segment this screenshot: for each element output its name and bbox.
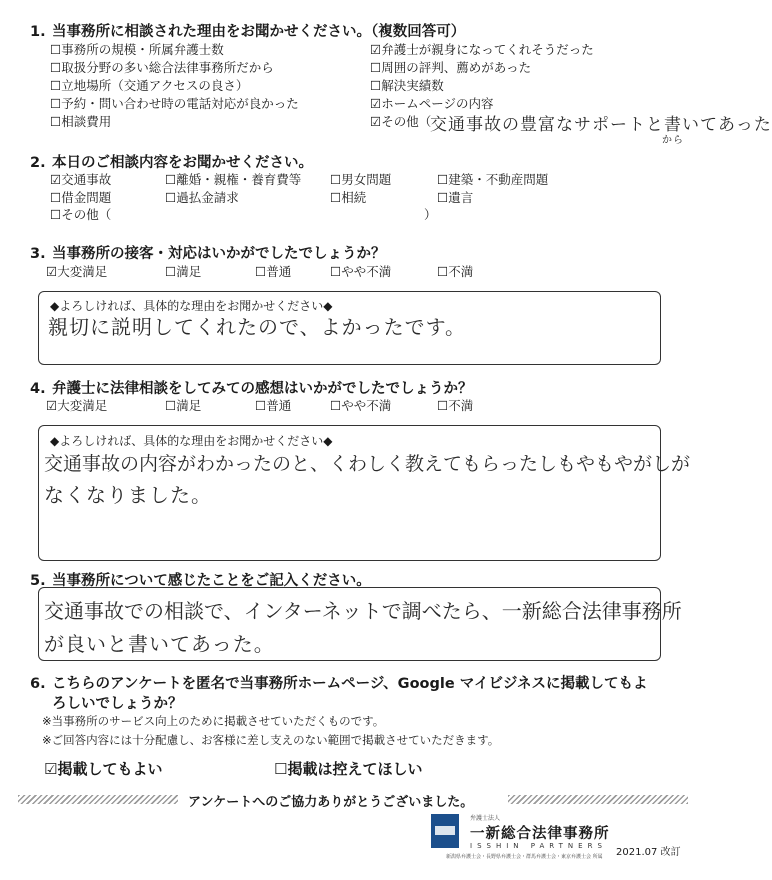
checkbox-icon[interactable]: ☐ <box>370 78 382 93</box>
checkbox-icon[interactable]: ☐ <box>50 78 62 93</box>
q1-right-option[interactable]: ☑その他（ <box>370 114 432 129</box>
q1-left-option[interactable]: ☐立地場所（交通アクセスの良さ） <box>50 78 249 93</box>
q2-title: 2. 本日のご相談内容をお聞かせください。 <box>30 155 313 171</box>
checkbox-icon[interactable]: ☐ <box>50 190 62 205</box>
q2-option[interactable]: ☐過払金請求 <box>165 190 239 205</box>
firm-english-name: ISSHIN PARTNERS <box>470 842 607 850</box>
q3-option[interactable]: ☐満足 <box>165 264 202 279</box>
q6-title-line2: ろしいでしょうか？ <box>52 696 183 712</box>
q1-right-option[interactable]: ☐周囲の評判、薦めがあった <box>370 60 532 75</box>
q2-option[interactable]: ☐男女問題 <box>330 172 392 187</box>
q2-option[interactable]: ☐離婚・親権・養育費等 <box>165 172 302 187</box>
q1-right-option[interactable]: ☑ホームページの内容 <box>370 96 494 111</box>
checkbox-icon[interactable]: ☐ <box>165 172 177 187</box>
q6-note2: ※ご回答内容には十分配慮し、お客様に差し支えのない範囲で掲載させていただきます。 <box>42 733 500 747</box>
revision-date: 2021.07 改訂 <box>616 847 681 858</box>
q1-left-option[interactable]: ☐相談費用 <box>50 114 112 129</box>
q3-title: 3. 当事務所の接客・対応はいかがでしたでしょうか？ <box>30 246 386 262</box>
checkbox-icon[interactable]: ☐ <box>255 398 267 413</box>
q6-title-line1: 6. こちらのアンケートを匿名で当事務所ホームページ、Google マイビジネスに掲載してもよ <box>30 676 648 692</box>
q5-title: 5. 当事務所について感じたことをご記入ください。 <box>30 573 371 589</box>
checked-checkbox-icon[interactable]: ☑ <box>370 96 382 111</box>
q1-other-handwritten: 交通事故の豊富なサポートと書いてあった <box>430 115 772 135</box>
checked-checkbox-icon[interactable]: ☑ <box>370 114 382 129</box>
decorative-stripe-right <box>508 795 688 804</box>
checkbox-icon[interactable]: ☐ <box>255 264 267 279</box>
q1-right-option[interactable]: ☐解決実績数 <box>370 78 444 93</box>
q3-option[interactable]: ☑大変満足 <box>46 264 108 279</box>
q4-answer-line2: なくなりました。 <box>44 483 212 507</box>
q4-hint: ◆よろしければ、具体的な理由をお聞かせください◆ <box>50 434 333 448</box>
checkbox-icon[interactable]: ☐ <box>437 398 449 413</box>
checkbox-icon[interactable]: ☐ <box>437 264 449 279</box>
q6-note1: ※当事務所のサービス向上のために掲載させていただくものです。 <box>42 714 385 728</box>
q3-option[interactable]: ☐普通 <box>255 264 292 279</box>
q1-title: 1. 当事務所に相談された理由をお聞かせください。（複数回答可） <box>30 24 466 40</box>
q2-other-close: ） <box>424 207 437 222</box>
q4-option[interactable]: ☑大変満足 <box>46 398 108 413</box>
q2-option[interactable]: ☐建築・不動産問題 <box>437 172 549 187</box>
q4-title: 4. 弁護士に法律相談をしてみての感想はいかがでしたでしょうか？ <box>30 381 473 397</box>
checkbox-icon[interactable]: ☐ <box>330 264 342 279</box>
q2-option[interactable]: ☐相続 <box>330 190 367 205</box>
q2-option[interactable]: ☐借金問題 <box>50 190 112 205</box>
q4-option[interactable]: ☐やや不満 <box>330 398 392 413</box>
q4-option[interactable]: ☐満足 <box>165 398 202 413</box>
firm-name: 一新総合法律事務所 <box>470 826 610 842</box>
checkbox-icon[interactable]: ☐ <box>437 172 449 187</box>
checkbox-icon[interactable]: ☐ <box>274 760 288 778</box>
q1-left-option[interactable]: ☐予約・問い合わせ時の電話対応が良かった <box>50 96 299 111</box>
checkbox-icon[interactable]: ☐ <box>165 398 177 413</box>
checkbox-icon[interactable]: ☐ <box>437 190 449 205</box>
q3-answer: 親切に説明してくれたので、よかったです。 <box>48 315 466 339</box>
checkbox-icon[interactable]: ☐ <box>50 42 62 57</box>
checkbox-icon[interactable]: ☐ <box>50 207 62 222</box>
checkbox-icon[interactable]: ☐ <box>165 264 177 279</box>
q5-answer-line2: が良いと書いてあった。 <box>44 632 275 656</box>
checkbox-icon[interactable]: ☐ <box>330 190 342 205</box>
checkbox-icon[interactable]: ☐ <box>50 60 62 75</box>
checked-checkbox-icon[interactable]: ☑ <box>50 172 62 187</box>
q1-other-handwritten-tail: から <box>662 135 684 146</box>
q1-left-option[interactable]: ☐取扱分野の多い総合法律事務所だから <box>50 60 274 75</box>
decorative-stripe-left <box>18 795 178 804</box>
thanks-message: アンケートへのご協力ありがとうございました。 <box>188 795 474 810</box>
checked-checkbox-icon[interactable]: ☑ <box>44 760 58 778</box>
checkbox-icon[interactable]: ☐ <box>330 172 342 187</box>
checkbox-icon[interactable]: ☐ <box>330 398 342 413</box>
q2-option[interactable]: ☐遺言 <box>437 190 474 205</box>
checkbox-icon[interactable]: ☐ <box>370 60 382 75</box>
q3-hint: ◆よろしければ、具体的な理由をお聞かせください◆ <box>50 299 333 313</box>
q1-left-option[interactable]: ☐事務所の規模・所属弁護士数 <box>50 42 224 57</box>
checkbox-icon[interactable]: ☐ <box>165 190 177 205</box>
checked-checkbox-icon[interactable]: ☑ <box>46 398 58 413</box>
q4-option[interactable]: ☐普通 <box>255 398 292 413</box>
consent-decline-option[interactable]: ☐掲載は控えてほしい <box>274 760 423 778</box>
q5-answer-line1: 交通事故での相談で、インターネットで調べたら、一新総合法律事務所 <box>44 599 682 623</box>
checked-checkbox-icon[interactable]: ☑ <box>370 42 382 57</box>
q4-option[interactable]: ☐不満 <box>437 398 474 413</box>
q3-option[interactable]: ☐不満 <box>437 264 474 279</box>
q2-other-option[interactable]: ☐その他（ <box>50 207 112 222</box>
q4-answer-line1: 交通事故の内容がわかったのと、くわしく教えてもらったしもやもやがしが <box>44 453 691 475</box>
q1-right-option[interactable]: ☑弁護士が親身になってくれそうだった <box>370 42 594 57</box>
checkbox-icon[interactable]: ☐ <box>50 114 62 129</box>
q3-option[interactable]: ☐やや不満 <box>330 264 392 279</box>
firm-type: 弁護士法人 <box>470 815 501 822</box>
consent-agree-option[interactable]: ☑掲載してもよい <box>44 760 163 778</box>
firm-logo-icon <box>431 814 459 848</box>
firm-offices: 新潟県弁護士会・長野県弁護士会・群馬弁護士会・東京弁護士会 所属 <box>446 854 603 860</box>
checkbox-icon[interactable]: ☐ <box>50 96 62 111</box>
checked-checkbox-icon[interactable]: ☑ <box>46 264 58 279</box>
q2-option[interactable]: ☑交通事故 <box>50 172 112 187</box>
